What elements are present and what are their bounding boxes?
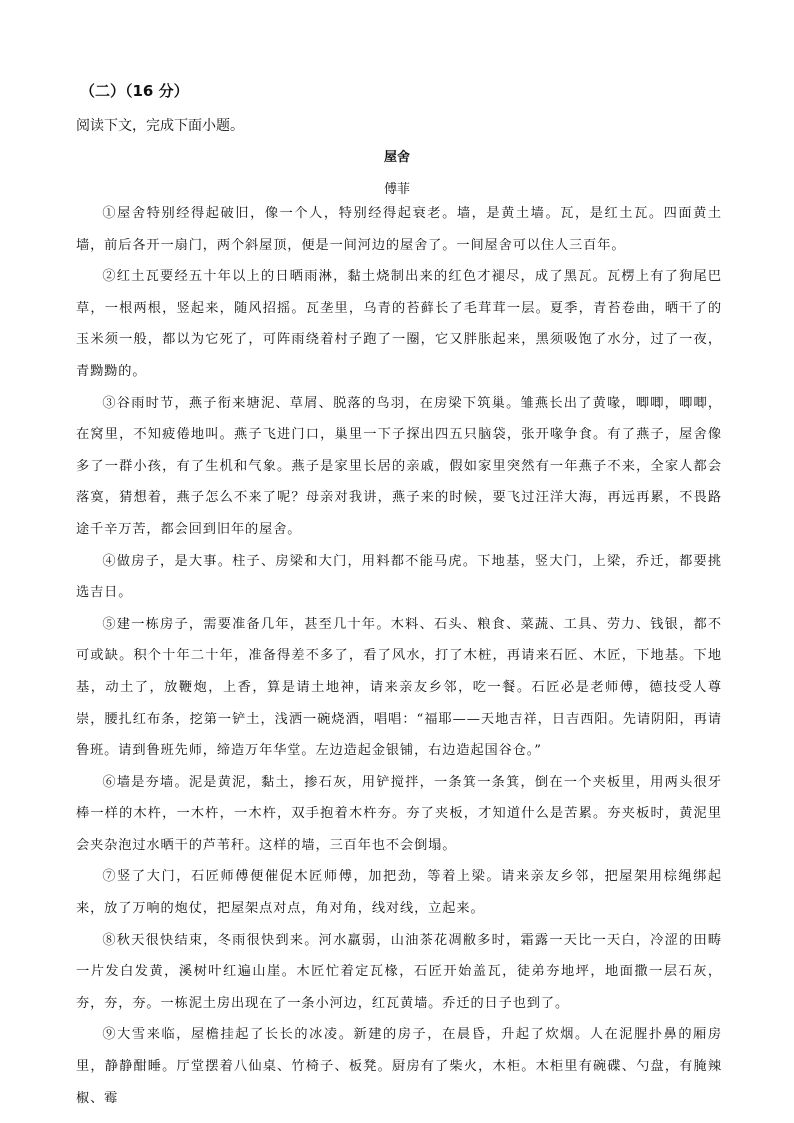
article-author: 傅菲 xyxy=(383,182,410,197)
paragraph-4: ④做房子，是大事。柱子、房梁和大门，用料都不能马虎。下地基，竖大门，上梁，乔迁，都要挑选吉日。 xyxy=(76,553,722,601)
paragraph-5: ⑤建一栋房子，需要准备几年，甚至几十年。木料、石头、粮食、菜蔬、工具、劳力、钱银，都不可或缺。积个十年二十年，准备得差不多了，看了风水，打了木桩，再请来石匠、木匠，下地基。下地基，动土了，放鞭炮，上香，算是请土地神，请来亲友乡邻，吃一餐。石匠必是老师傅，德技受人尊崇，腰扎红布条，挖第一铲土，浅洒一碗烧酒，唱唱：“福耶——天地吉祥，日吉西阳。先请阴阳，再请鲁班。请到鲁班先师，缔造万年华堂。左边造起金银铺，右边造起国谷仓。” xyxy=(76,616,722,759)
paragraph-3: ③谷雨时节，燕子衔来塘泥、草屑、脱落的鸟羽，在房梁下筑巢。雏燕长出了黄喙，唧唧，唧唧，在窝里，不知疲倦地叫。燕子飞进门口，巢里一下子探出四五只脑袋，张开喙争食。有了燕子，屋舍像多了一群小孩，有了生机和气象。燕子是家里长居的亲戚，假如家里突然有一年燕子不来，全家人都会落寞，猜想着，燕子怎么不来了呢？母亲对我讲，燕子来的时候，要飞过汪洋大海，再远再累，不畏路途千辛万苦，都会回到旧年的屋舍。 xyxy=(76,395,722,537)
paragraph-6: ⑥墙是夯墙。泥是黄泥，黏土，掺石灰，用铲搅拌，一条箕一条箕，倒在一个夹板里，用两头很牙棒一样的木杵，一木杵，一木杵，双手抱着木杵夯。夯了夹板，才知道什么是苦累。夯夹板时，黄泥里会夹杂泡过水晒干的芦苇秆。这样的墙，三百年也不会倒塌。 xyxy=(76,774,722,853)
article-title: 屋舍 xyxy=(383,150,410,165)
paragraph-2: ②红土瓦要经五十年以上的日晒雨淋，黏土烧制出来的红色才褪尽，成了黑瓦。瓦楞上有了狗尾巴草，一根两根，竖起来，随风招摇。瓦垄里，乌青的苔藓长了毛茸茸一层。夏季，青苔卷曲，晒干了的玉米须一般，都以为它死了，可阵雨绕着村子跑了一圈，它又胖胀起来，黑须吸饱了水分，过了一夜，青黝黝的。 xyxy=(76,269,722,379)
paragraph-9: ⑨大雪来临，屋檐挂起了长长的冰凌。新建的房子，在晨昏，升起了炊烟。人在泥腥扑鼻的厢房里，静静酣睡。厅堂摆着八仙桌、竹椅子、板凳。厨房有了柴火，木柜。木柜里有碗碟、勺盘，有腌辣椒、霉 xyxy=(76,1027,722,1106)
paragraph-1: ①屋舍特别经得起破旧，像一个人，特别经得起衰老。墙，是黄土墙。瓦，是红土瓦。四面黄土墙，前后各开一扇门，两个斜屋顶，便是一间河边的屋舍了。一间屋舍可以住人三百年。 xyxy=(76,206,722,253)
instruction-text: 阅读下文，完成下面小题。 xyxy=(76,118,244,134)
article-body xyxy=(76,198,722,1114)
section-heading: （二）（16 分） xyxy=(80,82,189,100)
paragraph-8: ⑧秋天很快结束，冬雨很快到来。河水羸弱，山油茶花凋敝多时，霜露一天比一天白，冷涩的田畴一片发白发黄，溪树叶红遍山崖。木匠忙着定瓦椽，石匠开始盖瓦，徒弟夯地坪，地面撒一层石灰，夯，夯，夯。一栋泥土房出现在了一条小河边，红瓦黄墙。乔迁的日子也到了。 xyxy=(76,932,722,1011)
paragraph-7: ⑦竖了大门，石匠师傅便催促木匠师傅，加把劲，等着上梁。请来亲友乡邻，把屋架用棕绳绑起来，放了万响的炮仗，把屋架点对点，角对角，线对线，立起来。 xyxy=(76,869,722,917)
